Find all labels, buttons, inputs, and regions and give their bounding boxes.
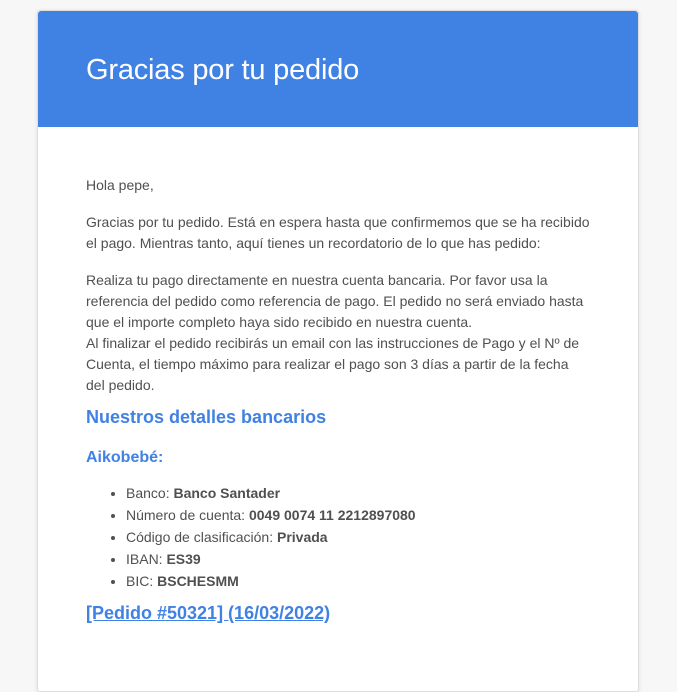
order-heading-link[interactable]: [Pedido #50321] (16/03/2022) [86,603,331,623]
bank-item-value: Privada [276,529,328,545]
bank-details-heading: Nuestros detalles bancarios [86,407,327,427]
bank-item-value: BSCHESMM [157,573,239,589]
bank-item-label: Número de cuenta: [126,507,249,523]
bank-details-list [86,482,590,592]
bank-item-value: Banco Santader [173,485,281,501]
email-title: Gracias por tu pedido [86,54,360,86]
bank-item-label: BIC: [126,573,158,589]
payment-instructions [86,270,590,396]
bank-item-account-number [126,504,590,526]
bank-item-value: ES39 [166,551,201,567]
payment-instructions-2: Al finalizar el pedido recibirás un email con las instrucciones de Pago y el Nº de Cuenta, el tiempo máximo para realizar el pago son 3 días a partir de la fecha del pedido. [86,335,580,393]
bank-item-label: IBAN: [126,551,167,567]
bank-item-label: Código de clasificación: [126,529,277,545]
intro-text: Gracias por tu pedido. Está en espera hasta que confirmemos que se ha recibido el pago. Mientras tanto, aquí tienes un recordatorio de lo que has pedido: [86,214,590,251]
email-container [37,10,639,692]
bank-item-label: Banco: [126,485,174,501]
greeting-text: Hola pepe, [86,177,154,193]
bank-item-sort-code [126,526,590,548]
email-body [38,127,638,625]
email-header [38,11,638,127]
bank-account-name: Aikobebé: [86,449,164,466]
bank-item-bank [126,482,590,504]
bank-item-bic [126,570,590,592]
bank-item-value: 0049 0074 11 2212897080 [248,507,416,523]
payment-instructions-1: Realiza tu pago directamente en nuestra cuenta bancaria. Por favor usa la referencia del pedido como referencia de pago. El pedido no será enviado hasta que el importe completo haya sido recibido en nuestra cuenta. [86,272,584,330]
bank-item-iban [126,548,590,570]
